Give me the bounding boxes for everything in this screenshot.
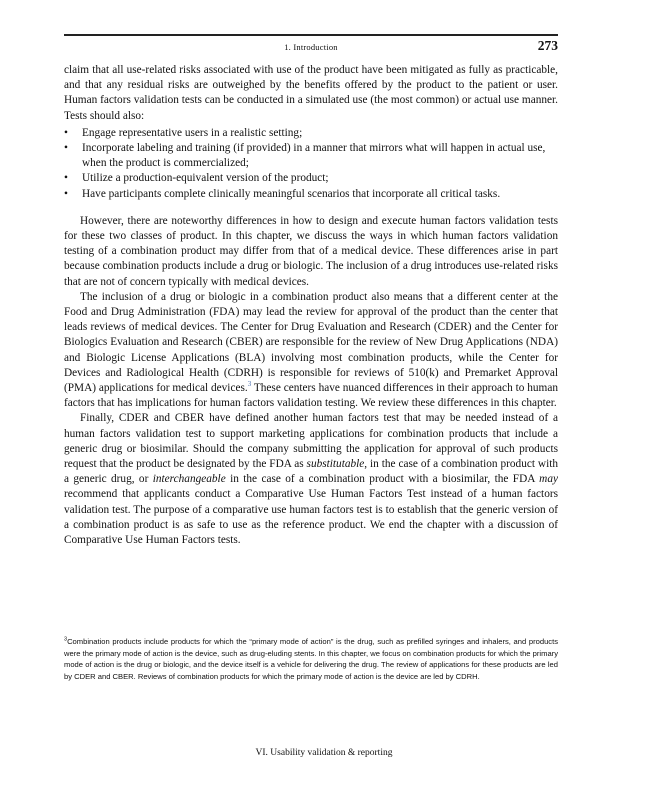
footnote-number: 3 [64, 636, 68, 643]
running-head [64, 38, 558, 56]
list-item: • Incorporate labeling and training (if provided) in a manner that mirrors what will happen in actual use, when the product is commercialized; [64, 142, 546, 170]
footnote-reference-link[interactable]: 3 [247, 380, 252, 389]
paragraph-fda-centers: The inclusion of a drug or biologic in a combination product also means that a different center at the Food and Drug Administration (FDA) may lead the review for approval of the product than the center that leads reviews of medical devices. The Center for Drug Evaluation and Research (CDER) and the Center for Biologics Evaluation and Research (CBER) are responsible for the review of New Drug Applications (NDA) and Biologic License Applications (BLA) involving most combination products, while the Center for Devices and Radiological Health (CDRH) is responsible for reviews of 510(k) and Premarket Approval (PMA) applications for medical devices.$^3$ These centers have nuanced differences in their approach to human factors that has implications for human factors validation testing. We review these differences in this chapter. [64, 290, 558, 410]
page-number: 273 [537, 38, 558, 53]
list-item: • Utilize a production-equivalent version of the product; [64, 171, 558, 186]
paragraph-comparative-use: Finally, CDER and CBER have defined another human factors test that may be needed instead of a human factors validation test to support marketing applications for combination products that include a generic drug or biosimilar. Should the company submitting the application for approval of such products request that the product be designated by the FDA as substitutable, in the case of a combination product with a generic drug, or interchangeable in the case of a combination product with a biosimilar, the FDA may recommend that applicants conduct a Comparative Use Human Factors Test instead of a human factors validation test. The purpose of a comparative use human factors test is to establish that the generic version of a combination product is as safe to use as the reference product. We end the chapter with a discussion of Comparative Use Human Factors tests. [64, 412, 559, 547]
bullet-icon: • [64, 172, 68, 185]
header-rule [64, 34, 558, 36]
chapter-label: 1. Introduction [284, 42, 338, 52]
list-item: • Engage representative users in a realistic setting; [64, 126, 558, 141]
page-footer: VI. Usability validation & reporting [255, 748, 393, 758]
body-text [64, 63, 558, 548]
bullet-icon: • [64, 126, 68, 139]
paragraph-differences: However, there are noteworthy differences in how to design and execute human factors validation tests for these two classes of product. In this chapter, we discuss the ways in which human factors validation testing of a combination product may differ from that of a medical device. These differences arise in part because combination products include a drug or biologic. The inclusion of a drug introduces use-related risks that are not of concern typically with medical devices. [64, 214, 558, 288]
bullet-icon: • [64, 187, 68, 200]
bullet-icon: • [64, 142, 68, 155]
requirements-list [64, 126, 558, 202]
intro-paragraph: claim that all use-related risks associated with use of the product have been mitigated as fully as practicable, and that any residual risks are outweighed by the benefits offered by the product to the patient or user. Human factors validation tests can be conducted in a simulated use (the most common) or actual use manner. Tests should also: [64, 64, 558, 122]
list-item: • Have participants complete clinically meaningful scenarios that incorporate all critical tasks. [64, 187, 558, 202]
footnote [64, 636, 558, 682]
footnote-text: Combination products include products for which the “primary mode of action” is the drug, such as prefilled syringes and inhalers, and products were the primary mode of action is the device, such as drug-eluding stents. In this chapter, we focus on combination products for which the primary mode of action is the drug or biologic, and the device itself is a vehicle for delivering the drug. The review of applications for these products are led by CDER and CBER. Reviews of combination products for which the primary mode of action is the device are led by CDRH. [64, 637, 558, 681]
